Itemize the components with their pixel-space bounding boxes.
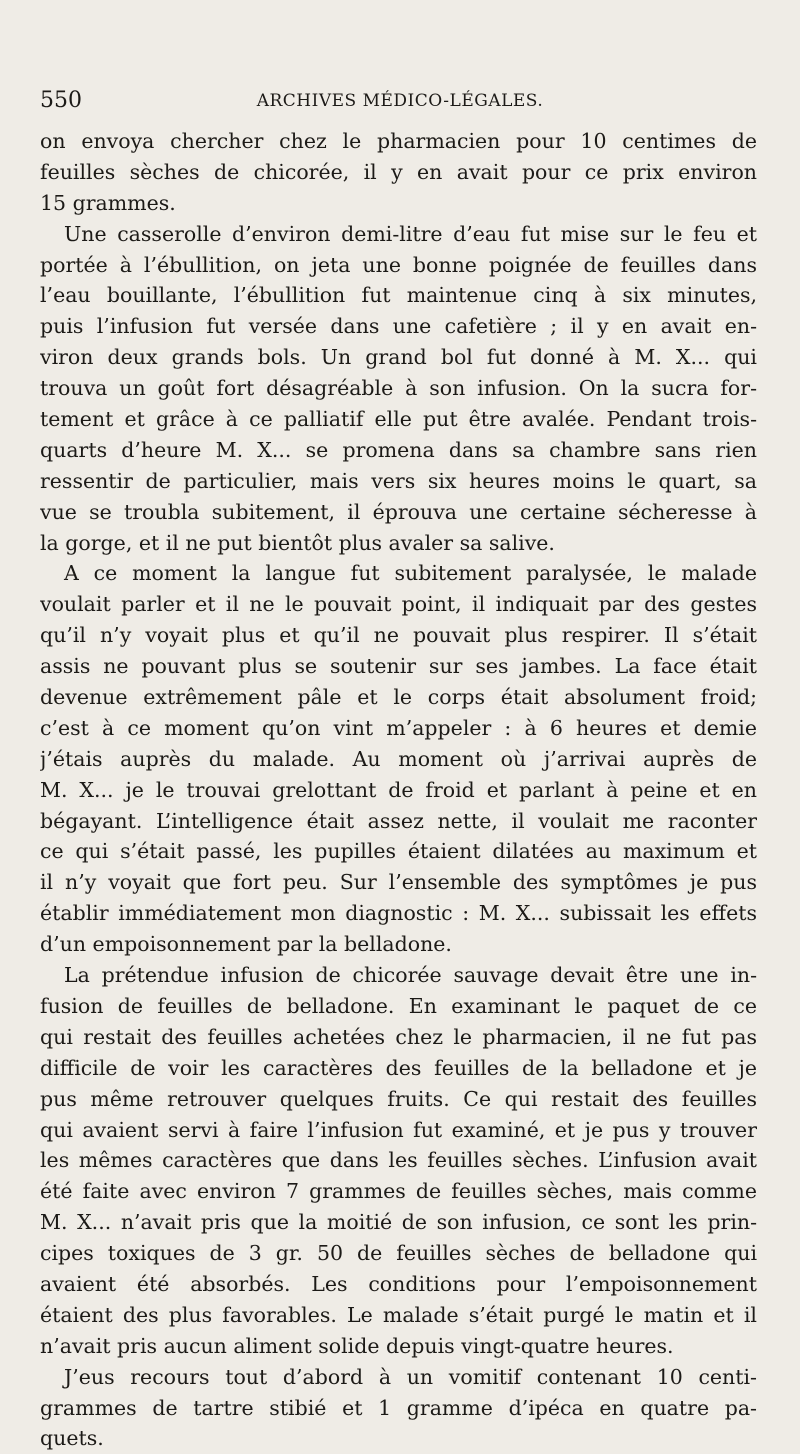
text-line: l’eau bouillante, l’ébullition fut maintenue cinq à six minutes, [40, 283, 757, 308]
text-line: cipes toxiques de 3 gr. 50 de feuilles sèches de belladone qui [40, 1241, 757, 1266]
text-line: d’un empoisonnement par la belladone. [40, 932, 452, 957]
text-line: viron deux grands bols. Un grand bol fut donné à M. X... qui [40, 345, 757, 370]
text-line: n’avait pris aucun aliment solide depuis vingt-quatre heures. [40, 1333, 674, 1358]
text-line: grammes de tartre stibié et 1 gramme d’ipéca en quatre pa- [40, 1395, 757, 1420]
text-line: on envoya chercher chez le pharmacien pour 10 centimes de [40, 129, 757, 153]
text-line: portée à l’ébullition, on jeta une bonne poignée de feuilles dans [40, 252, 757, 277]
text-line: quarts d’heure M. X... se promena dans sa chambre sans rien [40, 437, 757, 462]
text-line: ce qui s’était passé, les pupilles étaient dilatées au maximum et [40, 839, 757, 864]
text-line: voulait parler et il ne le pouvait point, il indiquait par des gestes [40, 592, 757, 617]
page-header [40, 88, 760, 116]
text-line: M. X... je le trouvai grelottant de froid et parlant à peine et en [40, 777, 757, 802]
text-line: c’est à ce moment qu’on vint m’appeler : à 6 heures et demie [40, 715, 757, 740]
text-line: M. X... n’avait pris que la moitié de son infusion, ce sont les prin- [40, 1210, 757, 1235]
text-line: 15 grammes. [40, 190, 176, 215]
running-title: ARCHIVES MÉDICO-LÉGALES. [256, 91, 544, 111]
text-line: la gorge, et il ne put bientôt plus avaler sa salive. [40, 530, 555, 555]
text-line: tement et grâce à ce palliatif elle put être avalée. Pendant trois- [40, 407, 757, 432]
text-line: étaient des plus favorables. Le malade s’était purgé le matin et il [40, 1302, 757, 1327]
text-line: ressentir de particulier, mais vers six heures moins le quart, sa [40, 468, 757, 493]
text-line: j’étais auprès du malade. Au moment où j’arrivai auprès de [40, 746, 757, 771]
text-line: établir immédiatement mon diagnostic : M. X... subissait les effets [40, 901, 757, 926]
text-line: J’eus recours tout d’abord à un vomitif contenant 10 centi- [64, 1364, 757, 1389]
text-line: trouva un goût fort désagréable à son infusion. On la sucra for- [40, 376, 757, 401]
text-line: les mêmes caractères que dans les feuilles sèches. L’infusion avait [40, 1148, 757, 1173]
text-line: assis ne pouvant plus se soutenir sur ses jambes. La face était [40, 654, 757, 679]
text-line: Une casserolle d’environ demi-litre d’eau fut mise sur le feu et [64, 221, 757, 246]
text-line: vue se troubla subitement, il éprouva une certaine sécheresse à [40, 499, 757, 524]
text-line: avaient été absorbés. Les conditions pour l’empoisonnement [40, 1271, 757, 1296]
text-line: il n’y voyait que fort peu. Sur l’ensemble des symptômes je pus [40, 870, 757, 895]
text-line: été faite avec environ 7 grammes de feuilles sèches, mais comme [40, 1179, 757, 1204]
text-line: qui restait des feuilles achetées chez le pharmacien, il ne fut pas [40, 1024, 757, 1049]
text-line: bégayant. L’intelligence était assez nette, il voulait me raconter [40, 808, 757, 833]
text-line: puis l’infusion fut versée dans une cafetière ; il y en avait en- [40, 314, 757, 339]
text-line: pus même retrouver quelques fruits. Ce qui restait des feuilles [40, 1086, 757, 1111]
text-line: quets. [40, 1426, 104, 1451]
text-line: devenue extrêmement pâle et le corps était absolument froid; [40, 685, 757, 710]
text-line: qu’il n’y voyait plus et qu’il ne pouvait plus respirer. Il s’était [40, 623, 757, 648]
text-line: qui avaient servi à faire l’infusion fut examiné, et je pus y trouver [40, 1117, 757, 1142]
text-line: A ce moment la langue fut subitement paralysée, le malade [64, 561, 757, 586]
text-line: feuilles sèches de chicorée, il y en avait pour ce prix environ [40, 159, 757, 184]
body-text [40, 126, 757, 1454]
text-line: fusion de feuilles de belladone. En examinant le paquet de ce [40, 993, 757, 1018]
text-line: difficile de voir les caractères des feuilles de la belladone et je [40, 1055, 757, 1080]
page-number: 550 [40, 88, 82, 113]
text-line: La prétendue infusion de chicorée sauvage devait être une in- [64, 963, 757, 988]
